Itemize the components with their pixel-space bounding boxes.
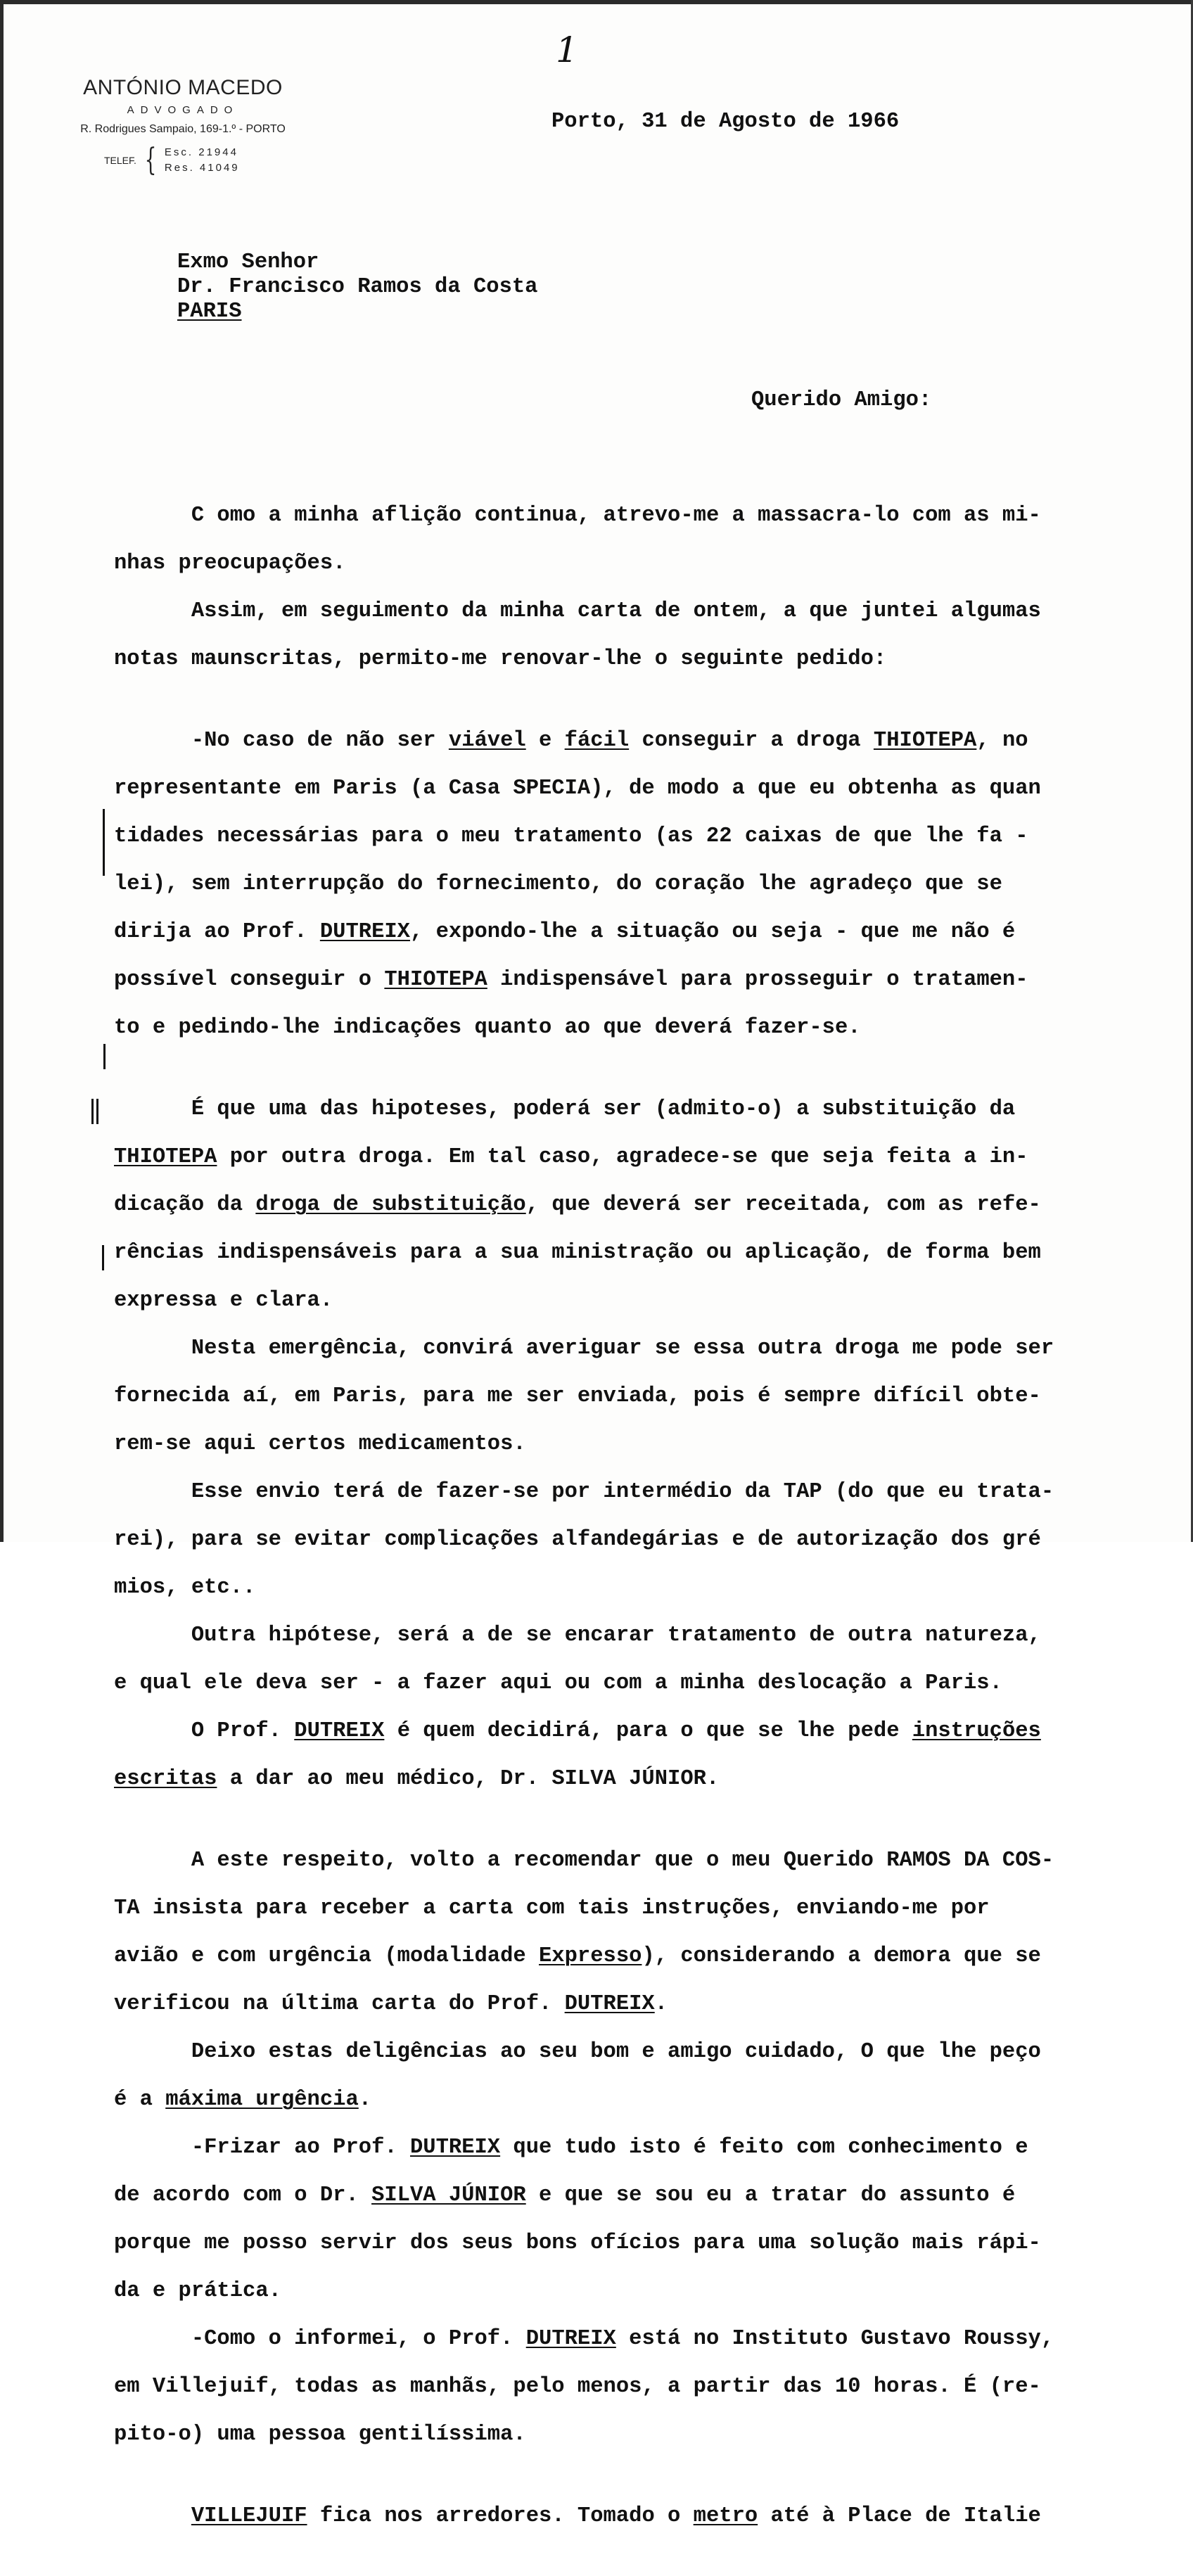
margin-mark (103, 809, 105, 876)
body-line: e qual ele deva ser - a fazer aqui ou com a minha deslocação a Paris. (114, 1671, 1002, 1695)
addressee-block (177, 250, 537, 324)
body-line: -Frizar ao Prof. DUTREIX que tudo isto é feito com conhecimento e (191, 2136, 1028, 2160)
body-line: O Prof. DUTREIX é quem decidirá, para o que se lhe pede instruções (191, 1719, 1041, 1743)
body-line: rências indispensáveis para a sua ministração ou aplicação, de forma bem (114, 1241, 1041, 1265)
body-line: rei), para se evitar complicações alfandegárias e de autorização dos gré (114, 1528, 1041, 1552)
body-line: verificou na última carta do Prof. DUTREIX. (114, 1992, 668, 2016)
margin-mark (103, 1044, 106, 1069)
body-line: THIOTEPA por outra droga. Em tal caso, agradece-se que seja feita a in- (114, 1145, 1028, 1169)
addressee-city: PARIS (177, 300, 242, 324)
body-line: expressa e clara. (114, 1289, 333, 1313)
body-line: escritas a dar ao meu médico, Dr. SILVA JÚNIOR. (114, 1767, 720, 1791)
page-left-edge (0, 0, 4, 1542)
body-line: Outra hipótese, será a de se encarar tratamento de outra natureza, (191, 1624, 1041, 1647)
body-line: lei), sem interrupção do fornecimento, do coração lhe agradeço que se (114, 872, 1002, 896)
body-line: Assim, em seguimento da minha carta de ontem, a que juntei algumas (191, 599, 1041, 623)
page-top-edge (0, 0, 1193, 4)
phone-home: Res. 41049 (164, 162, 240, 174)
phone-office: Esc. 21944 (164, 146, 238, 158)
margin-mark (102, 1245, 104, 1270)
salutation: Querido Amigo: (751, 388, 932, 412)
body-line: mios, etc.. (114, 1576, 256, 1600)
body-line: possível conseguir o THIOTEPA indispensável para prosseguir o tratamen- (114, 968, 1028, 992)
body-line: rem-se aqui certos medicamentos. (114, 1432, 526, 1456)
addressee-title: Exmo Senhor (177, 250, 319, 274)
body-line: -Como o informei, o Prof. DUTREIX está no Instituto Gustavo Roussy, (191, 2327, 1054, 2351)
body-line: dirija ao Prof. DUTREIX, expondo-lhe a situação ou seja - que me não é (114, 920, 1016, 944)
body-line: porque me posso servir dos seus bons ofícios para uma solução mais rápi- (114, 2231, 1041, 2255)
page-number: 1 (556, 30, 578, 70)
body-line: to e pedindo-lhe indicações quanto ao que deverá fazer-se. (114, 1016, 861, 1040)
date-line: Porto, 31 de Agosto de 1966 (551, 110, 900, 134)
phone-numbers (165, 145, 240, 176)
brace-glyph: { (144, 142, 157, 178)
body-line: notas maunscritas, permito-me renovar-lhe o seguinte pedido: (114, 647, 887, 671)
body-line: pito-o) uma pessoa gentilíssima. (114, 2423, 526, 2447)
letterhead-phones (104, 142, 240, 178)
body-line: nhas preocupações. (114, 551, 346, 575)
addressee-name: Dr. Francisco Ramos da Costa (177, 275, 538, 299)
margin-mark (91, 1099, 94, 1124)
body-line: em Villejuif, todas as manhãs, pelo menos, a partir das 10 horas. É (re- (114, 2375, 1041, 2399)
body-line: é a máxima urgência. (114, 2088, 372, 2112)
letter-body (114, 480, 1155, 2576)
body-line: dicação da droga de substituição, que deverá ser receitada, com as refe- (114, 1193, 1041, 1217)
letterhead-role: ADVOGADO (127, 104, 239, 116)
body-line: avião e com urgência (modalidade Expresso), considerando a demora que se (114, 1944, 1041, 1968)
telef-label: TELEF. (104, 155, 136, 166)
body-line: Esse envio terá de fazer-se por intermédio da TAP (do que eu trata- (191, 1480, 1054, 1504)
margin-mark (96, 1099, 98, 1124)
letterhead (42, 76, 324, 136)
body-line: TA insista para receber a carta com tais instruções, enviando-me por (114, 1896, 990, 1920)
body-line: VILLEJUIF fica nos arredores. Tomado o metro até à Place de Italie (191, 2504, 1041, 2528)
body-line: da e prática. (114, 2279, 281, 2303)
body-line: É que uma das hipoteses, poderá ser (admito-o) a substituição da (191, 1097, 1016, 1121)
body-line: Nesta emergência, convirá averiguar se essa outra droga me pode ser (191, 1337, 1054, 1360)
body-line: C omo a minha aflição continua, atrevo-me a massacra-lo com as mi- (191, 504, 1041, 528)
letterhead-name: ANTÓNIO MACEDO (83, 76, 283, 99)
body-line: tidades necessárias para o meu tratamento (as 22 caixas de que lhe fa - (114, 824, 1028, 848)
body-line: -No caso de não ser viável e fácil conseguir a droga THIOTEPA, no (191, 729, 1028, 753)
letterhead-address: R. Rodrigues Sampaio, 169-1.º - PORTO (80, 123, 286, 135)
body-line: A este respeito, volto a recomendar que o meu Querido RAMOS DA COS- (191, 1849, 1054, 1873)
body-line: de acordo com o Dr. SILVA JÚNIOR e que se sou eu a tratar do assunto é (114, 2183, 1016, 2207)
body-line: fornecida aí, em Paris, para me ser enviada, pois é sempre difícil obte- (114, 1384, 1041, 1408)
body-line: representante em Paris (a Casa SPECIA), de modo a que eu obtenha as quan (114, 777, 1041, 801)
body-line: Deixo estas deligências ao seu bom e amigo cuidado, O que lhe peço (191, 2040, 1041, 2064)
